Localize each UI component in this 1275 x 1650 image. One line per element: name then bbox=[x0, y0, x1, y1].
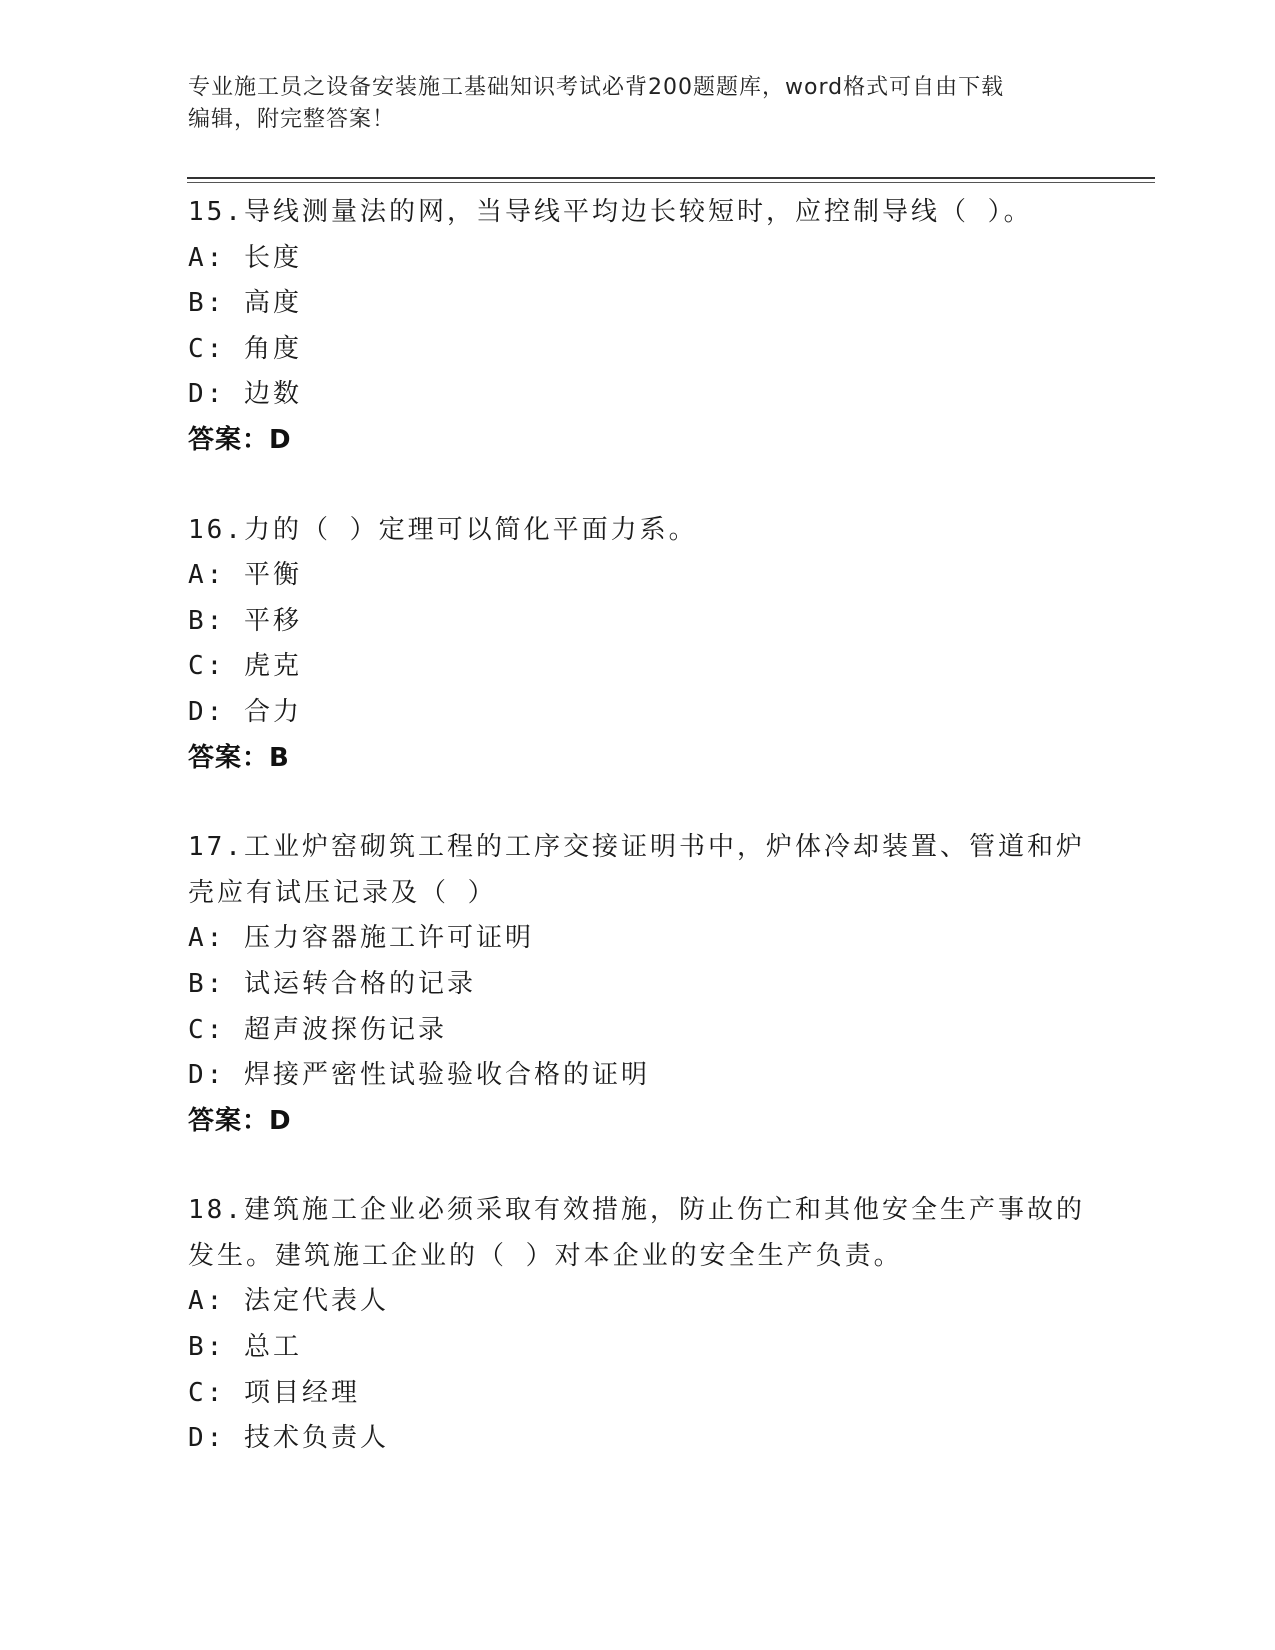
question-stem-line-1: 18.建筑施工企业必须采取有效措施，防止伤亡和其他安全生产事故的 bbox=[188, 1195, 1085, 1226]
option-a: A: 法定代表人 bbox=[188, 1286, 389, 1317]
question-stem-line-2: 壳应有试压记录及（ ） bbox=[188, 877, 497, 908]
option-c: C: 角度 bbox=[188, 333, 302, 364]
option-c: C: 虎克 bbox=[188, 651, 302, 682]
option-d: D: 边数 bbox=[188, 379, 302, 410]
answer-label: 答案：D bbox=[188, 1105, 292, 1136]
header-title-line-1: 专业施工员之设备安装施工基础知识考试必背200题题库，word格式可自由下载 bbox=[188, 75, 1005, 100]
option-a: A: 平衡 bbox=[188, 560, 302, 591]
question-16 bbox=[188, 508, 1088, 782]
answer-label: 答案：B bbox=[188, 742, 290, 773]
answer-label: 答案：D bbox=[188, 424, 292, 455]
option-b: B: 总工 bbox=[188, 1332, 302, 1363]
option-d: D: 技术负责人 bbox=[188, 1423, 389, 1454]
question-stem-line-2: 发生。建筑施工企业的（ ）对本企业的安全生产负责。 bbox=[188, 1240, 903, 1271]
option-b: B: 平移 bbox=[188, 605, 302, 636]
question-stem: 15.导线测量法的网，当导线平均边长较短时，应控制导线（ ）。 bbox=[188, 197, 1033, 227]
question-18 bbox=[188, 1188, 1088, 1462]
option-a: A: 长度 bbox=[188, 242, 302, 273]
question-stem-line-1: 17.工业炉窑砌筑工程的工序交接证明书中，炉体冷却装置、管道和炉 bbox=[188, 832, 1085, 863]
question-stem: 16.力的（ ）定理可以简化平面力系。 bbox=[188, 514, 698, 545]
option-d: D: 合力 bbox=[188, 696, 302, 727]
question-17 bbox=[188, 825, 1088, 1144]
header-title-line-2: 编辑，附完整答案！ bbox=[188, 107, 396, 132]
header-divider-thick bbox=[187, 177, 1155, 179]
question-list bbox=[188, 190, 1088, 1462]
option-c: C: 超声波探伤记录 bbox=[188, 1014, 447, 1045]
option-c: C: 项目经理 bbox=[188, 1377, 360, 1408]
document-header bbox=[188, 72, 1068, 136]
option-d: D: 焊接严密性试验验收合格的证明 bbox=[188, 1060, 650, 1091]
header-divider-thin bbox=[187, 182, 1155, 183]
option-a: A: 压力容器施工许可证明 bbox=[188, 923, 534, 954]
option-b: B: 试运转合格的记录 bbox=[188, 968, 476, 999]
option-b: B: 高度 bbox=[188, 288, 302, 319]
question-15 bbox=[188, 190, 1088, 464]
